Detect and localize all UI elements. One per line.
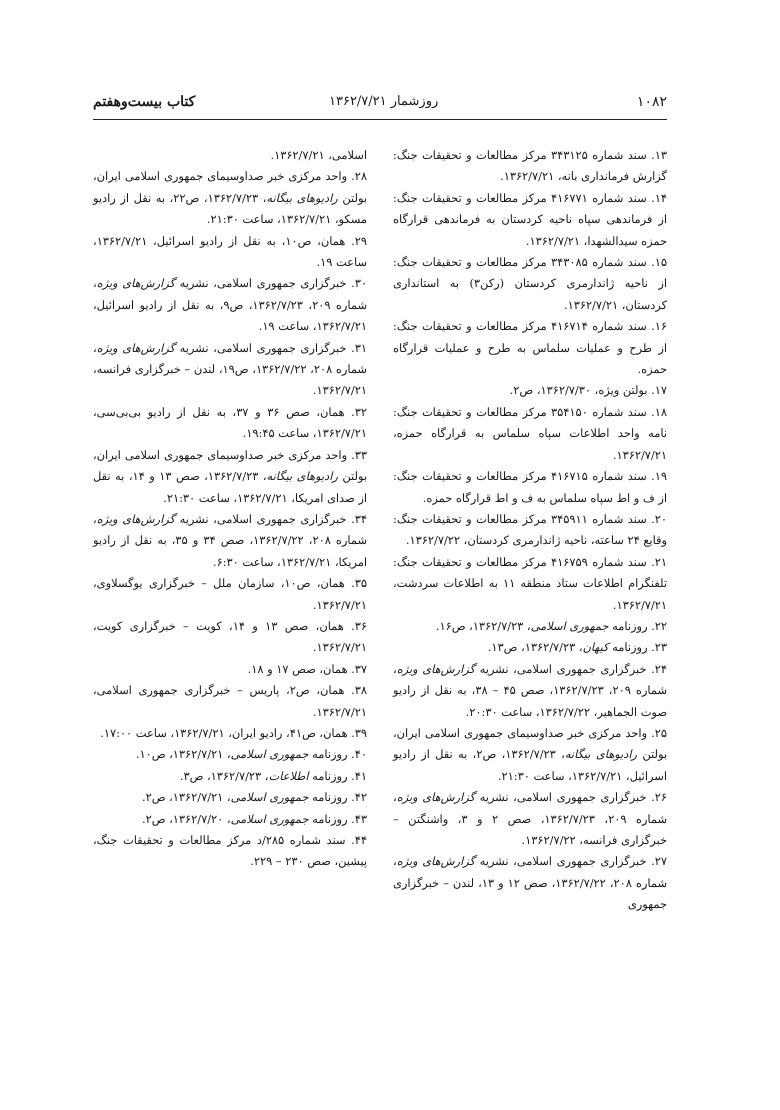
footnotes-left-column [93, 145, 367, 873]
footnote [393, 188, 667, 252]
footnote-text: بولتن ویژه، ۱۳۶۲/۷/۳۰، ص۲. [509, 383, 648, 398]
footnote-text: همان، صص ۱۳ و ۱۴، کویت – خبرگزاری کویت، ۱۳۶۲/۷/۲۱. [93, 618, 367, 655]
footnote-text: واحد مرکزی خبر صداوسیمای جمهوری اسلامی ایران، بولتن [393, 725, 667, 762]
footnote-text: همان، ص۲، پاریس – خبرگزاری جمهوری اسلامی، ۱۳۶۲/۷/۲۱. [93, 683, 367, 719]
footnote-number: ۱۴. [651, 190, 667, 205]
footnote-source-title: گزارش‌های ویژه [96, 511, 175, 526]
footnote-text: ، شماره ۲۰۸، ۱۳۶۲/۷/۲۲، ص۱۹، لندن – خبرگزاری فرانسه، ۱۳۶۲/۷/۲۱. [93, 340, 367, 398]
footnotes-right-column [393, 145, 667, 916]
footnote-number: ۲۴. [651, 661, 667, 676]
footnote-text: سند شماره ۴۱۶۷۱۵ مرکز مطالعات و تحقیقات جنگ: از ف و اط سپاه سلماس به ف و اط قرارگاه حمزه. [393, 469, 667, 505]
footnote-text: خبرگزاری جمهوری اسلامی، نشریه [474, 661, 647, 676]
footnote-source-title: رادیوهای بیگانه [266, 190, 338, 205]
book-title: کتاب بیست‌وهفتم [93, 94, 196, 110]
footnote-text: سند شماره ۳۴۵۹۱۱ مرکز مطالعات و تحقیقات جنگ: وقایع ۲۴ ساعته، ناحیه ژاندارمری کردستان، ۱۳۶۲/۷/۲۲. [393, 511, 667, 548]
footnote-number: ۴۰. [351, 747, 367, 762]
footnote [393, 616, 667, 637]
footnote [93, 723, 367, 744]
footnote-source-title: کیهان [582, 640, 609, 655]
footnote-source-title: اطلاعات [268, 768, 309, 783]
footnote [93, 787, 367, 808]
footnote-text: سند شماره ۲۸۵/د مرکز مطالعات و تحقیقات جنگ، پیشین، صص ۲۳۰ – ۲۲۹. [93, 833, 367, 869]
footnote-number: ۲۸. [351, 169, 367, 184]
header-rule [93, 119, 667, 120]
footnote-number: ۳۴. [351, 511, 367, 526]
footnote-text: ، ۱۳۶۲/۷/۲۳، ص۱۳. [487, 640, 583, 655]
footnote-text: روزنامه [308, 811, 348, 826]
footnote-number: ۴۲. [351, 790, 367, 805]
footnote-number: ۳۱. [351, 340, 367, 355]
footnote-text: سند شماره ۳۴۳۰۸۵ مرکز مطالعات و تحقیقات جنگ: از ناحیه ژاندارمری کردستان (رکن۳) به استانداری کردستان، ۱۳۶۲/۷/۲۱. [393, 255, 667, 312]
footnote-source-title: گزارش‌های ویژه [396, 790, 475, 805]
footnote [393, 380, 667, 401]
footnote-source-title: جمهوری اسلامی [530, 618, 609, 633]
footnote-number: ۳۸. [351, 683, 367, 698]
footnote-source-title: جمهوری اسلامی [230, 811, 309, 826]
footnote [93, 830, 367, 873]
footnote-number: ۳۲. [351, 404, 367, 419]
footnote-number: ۲۰. [651, 511, 667, 526]
footnote-number: ۲۳. [651, 640, 667, 655]
footnote-text: همان، ص۱۰، سازمان ملل – خبرگزاری یوگسلاوی، ۱۳۶۲/۷/۲۱. [93, 576, 367, 612]
footnote-text: ، ۱۳۶۲/۷/۲۳، صص ۱۳ و ۱۴، به نقل از صدای امریکا، ۱۳۶۲/۷/۲۱، ساعت ۲۱:۳۰. [93, 469, 367, 505]
footnote-number: ۳۷. [351, 661, 367, 676]
footnote-number: ۱۳. [651, 148, 667, 162]
footnote-text: ، شماره ۲۰۸، ۱۳۶۲/۷/۲۲، صص ۳۴ و ۳۵، به نقل از رادیو امریکا، ۱۳۶۲/۷/۲۱، ساعت ۶:۳۰. [93, 511, 368, 569]
footnote [93, 744, 367, 765]
footnote-text: خبرگزاری جمهوری اسلامی، نشریه [174, 276, 347, 291]
footnote-text: سند شماره ۴۱۶۷۷۱ مرکز مطالعات و تحقیقات جنگ: از فرماندهی سپاه ناحیه کردستان به فرماندهی قرارگاه حمزه سیدالشهدا، ۱۳۶۲/۷/۲۱. [393, 190, 667, 248]
footnote-text: ، شماره ۲۰۹، ۱۳۶۲/۷/۲۳، ص۹، به نقل از رادیو اسرائیل، ۱۳۶۲/۷/۲۱، ساعت ۱۹. [93, 276, 367, 334]
footnote-source-title: رادیوهای بیگانه [564, 747, 638, 762]
footnote-text: روزنامه [608, 618, 648, 633]
footnote [393, 723, 667, 787]
footnote-text: سند شماره ۴۱۶۷۱۴ مرکز مطالعات و تحقیقات جنگ: از طرح و عملیات سلماس به طرح و عملیات قرارگاه حمزه. [393, 319, 667, 377]
footnote [393, 637, 667, 658]
footnote-number: ۲۱. [651, 554, 667, 569]
footnote-source-title: رادیوهای بیگانه [266, 469, 338, 484]
footnote [93, 338, 367, 402]
footnote-number: ۱۹. [651, 469, 667, 484]
footnote [93, 659, 367, 680]
footnote-text: روزنامه [308, 790, 348, 805]
footnote-text: ، شماره ۲۰۹، ۱۳۶۲/۷/۲۳، صص ۲ و ۳، واشنگتن – خبرگزاری فرانسه، ۱۳۶۲/۷/۲۲. [393, 790, 667, 847]
footnote-number: ۲۵. [651, 725, 667, 740]
footnote-text: خبرگزاری جمهوری اسلامی، نشریه [474, 790, 647, 805]
footnote [93, 231, 367, 274]
footnote [93, 273, 367, 337]
footnote [93, 573, 367, 616]
footnote-source-title: گزارش‌های ویژه [96, 276, 175, 291]
footnote-text: خبرگزاری جمهوری اسلامی، نشریه [474, 854, 647, 869]
footnote-text: سند شماره ۴۱۶۷۵۹ مرکز مطالعات و تحقیقات جنگ: تلفنگرام اطلاعات ستاد منطقه ۱۱ به اطلاعات سردشت، ۱۳۶۲/۷/۲۱. [393, 554, 667, 612]
footnote-number: ۴۳. [351, 811, 367, 826]
footnote-source-title: جمهوری اسلامی [230, 790, 309, 805]
page-number: ۱۰۸۲ [636, 94, 667, 110]
footnote-number: ۱۶. [651, 319, 667, 334]
footnote-number: ۳۶. [351, 618, 367, 633]
footnote-source-title: گزارش‌های ویژه [396, 661, 475, 676]
footnote-text: ، ۱۳۶۲/۷/۲۳، ص۳. [179, 768, 269, 783]
footnote-continuation: اسلامی، ۱۳۶۲/۷/۲۱. [270, 148, 367, 162]
footnote-number: ۲۹. [351, 233, 367, 248]
footnote-text: همان، صص ۱۷ و ۱۸. [247, 661, 348, 676]
footnote-text: همان، ص۴۱، رادیو ایران، ۱۳۶۲/۷/۲۱، ساعت ۱۷:۰۰. [100, 725, 348, 740]
footnote-text: ، ۱۳۶۲/۷/۲۱، ص۲. [141, 790, 231, 805]
footnote-text: ، ۱۳۶۲/۷/۲۳، ص۲۲، به نقل از رادیو مسکو، ۱۳۶۲/۷/۲۱، ساعت ۲۱:۳۰. [93, 190, 367, 227]
footnote-text: ، شماره ۲۰۸، ۱۳۶۲/۷/۲۲، صص ۱۲ و ۱۳، لندن – خبرگزاری جمهوری [393, 854, 667, 912]
footnote-text: واحد مرکزی خبر صداوسیمای جمهوری اسلامی ایران، بولتن [93, 169, 367, 205]
footnote [393, 552, 667, 616]
footnote-number: ۱۷. [651, 383, 667, 398]
footnote [393, 252, 667, 316]
footnote-text: ، ۱۳۶۲/۷/۲۳، ص۱۶. [435, 618, 531, 633]
footnote-text: ، ۱۳۶۲/۷/۲۱، ص۱۰. [135, 747, 231, 762]
footnote-number: ۲۶. [651, 790, 667, 805]
footnote-text: خبرگزاری جمهوری اسلامی، نشریه [174, 511, 347, 526]
footnote-number: ۳۹. [351, 725, 367, 740]
running-title: روزشمار ۱۳۶۲/۷/۲۱ [329, 94, 439, 109]
footnote [393, 659, 667, 723]
footnote-text: روزنامه [308, 768, 348, 783]
footnote [393, 787, 667, 851]
footnote [393, 466, 667, 509]
footnote-text: سند شماره ۳۵۴۱۵۰ مرکز مطالعات و تحقیقات جنگ: نامه واحد اطلاعات سپاه سلماس به قرارگاه حمزه، ۱۳۶۲/۷/۲۱. [393, 404, 667, 462]
footnote-text: ، ۱۳۶۲/۷/۲۰، ص۲. [141, 811, 231, 826]
footnote-number: ۳۰. [351, 276, 367, 291]
footnote [93, 809, 367, 830]
footnote-text: خبرگزاری جمهوری اسلامی، نشریه [174, 340, 347, 355]
footnote-text: روزنامه [608, 640, 648, 655]
footnote-number: ۳۵. [351, 576, 368, 591]
footnote-number: ۳۳. [351, 447, 367, 462]
footnote-source-title: جمهوری اسلامی [230, 747, 309, 762]
footnote [93, 445, 367, 509]
footnote-text: روزنامه [308, 747, 348, 762]
footnote [393, 509, 667, 552]
footnote-number: ۱۵. [651, 255, 667, 270]
footnote [93, 402, 367, 445]
footnote [393, 145, 667, 188]
footnote [93, 766, 367, 787]
page-header [93, 94, 667, 118]
footnote-number: ۱۸. [651, 404, 667, 419]
footnote-number: ۴۱. [351, 768, 367, 783]
footnote-text: واحد مرکزی خبر صداوسیمای جمهوری اسلامی ایران، بولتن [93, 447, 368, 484]
footnote-source-title: گزارش‌های ویژه [396, 854, 475, 869]
footnote [393, 402, 667, 466]
footnote [93, 680, 367, 723]
footnote-text: سند شماره ۳۴۳۱۲۵ مرکز مطالعات و تحقیقات جنگ: گزارش فرمانداری بانه، ۱۳۶۲/۷/۲۱. [393, 148, 667, 184]
footnote-number: ۲۲. [651, 618, 667, 633]
footnote-text: ، شماره ۲۰۹، ۱۳۶۲/۷/۲۳، صص ۴۵ – ۳۸، به نقل از رادیو صوت الجماهیر، ۱۳۶۲/۷/۲۲، ساعت ۲۰:۳۰. [393, 661, 667, 719]
footnote [93, 166, 367, 230]
footnote-text: همان، صص ۳۶ و ۳۷، به نقل از رادیو بی‌بی‌سی، ۱۳۶۲/۷/۲۱، ساعت ۱۹:۴۵. [93, 404, 367, 441]
footnote [93, 509, 367, 573]
footnote-text: همان، ص۱۰، به نقل از رادیو اسرائیل، ۱۳۶۲/۷/۲۱، ساعت ۱۹. [93, 233, 367, 270]
footnote-source-title: گزارش‌های ویژه [96, 340, 175, 355]
footnote-number: ۲۷. [651, 854, 667, 869]
footnote [93, 616, 367, 659]
footnote [393, 316, 667, 380]
footnote-number: ۴۴. [351, 833, 367, 847]
footnote-text: ، ۱۳۶۲/۷/۲۳، ص۲، به نقل از رادیو اسرائیل، ۱۳۶۲/۷/۲۱، ساعت ۲۱:۳۰. [393, 747, 667, 783]
footnote [393, 851, 667, 915]
